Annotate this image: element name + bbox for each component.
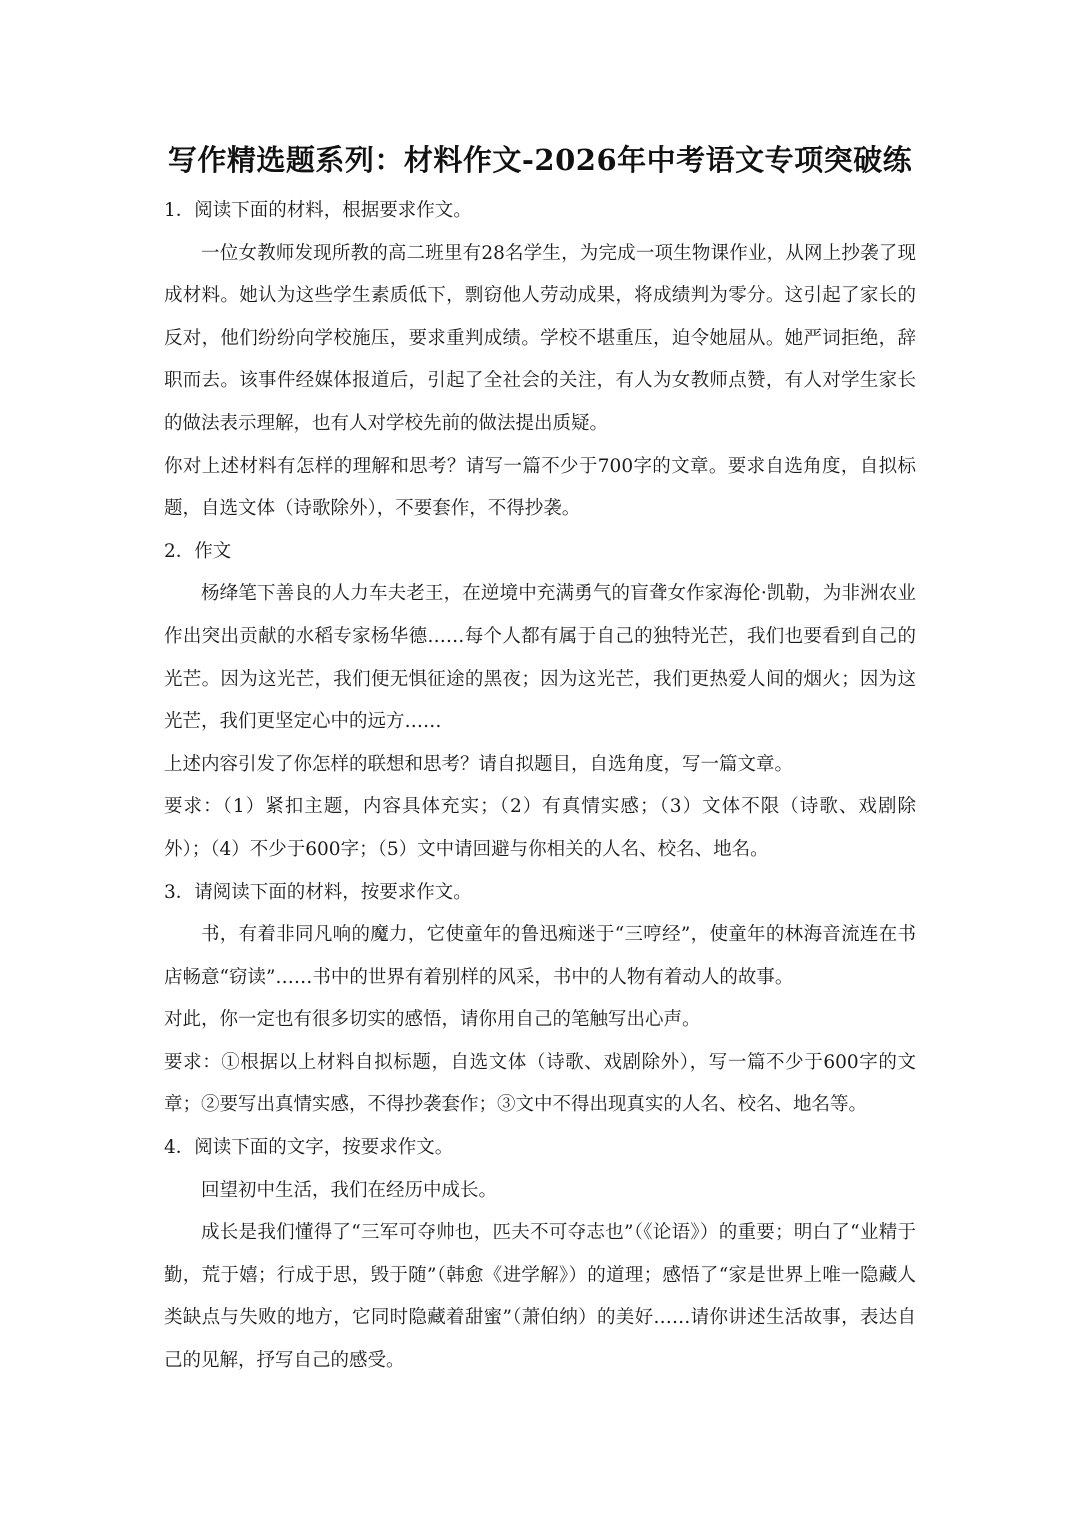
question-3-prompt: 对此，你一定也有很多切实的感悟，请你用自己的笔触写出心声。 [164,1009,701,1031]
question-1-material: 一位女教师发现所教的高二班里有28名学生，为完成一项生物课作业，从网上抄袭了现成材料。她认为这些学生素质低下，剽窃他人劳动成果，将成绩判为零分。这引起了家长的反对，他们纷纷向学校施压，要求重判成绩。学校不堪重压，迫令她屈从。她严词拒绝，辞职而去。该事件经媒体报道后，引起了全社会的关注，有人为女教师点赞，有人对学生家长的做法表示理解，也有人对学校先前的做法提出质疑。 [164,242,916,434]
question-2-requirements: 要求：（1）紧扣主题，内容具体充实；（2）有真情实感；（3）文体不限（诗歌、戏剧除外）；（4）不少于600字；（5）文中请回避与你相关的人名、校名、地名。 [164,796,916,860]
question-1-prompt: 你对上述材料有怎样的理解和思考？请写一篇不少于700字的文章。要求自选角度，自拟标题，自选文体（诗歌除外），不要套作，不得抄袭。 [164,455,916,520]
question-3-requirements: 要求：①根据以上材料自拟标题，自选文体（诗歌、戏剧除外），写一篇不少于600字的文章；②要写出真情实感，不得抄袭套作；③文中不得出现真实的人名、校名、地名等。 [164,1051,916,1116]
question-3-material: 书，有着非同凡响的魔力，它使童年的鲁迅痴迷于“三哼经”，使童年的林海音流连在书店畅意“窃读”……书中的世界有着别样的风采，书中的人物有着动人的故事。 [164,924,916,988]
question-4-material: 成长是我们懂得了“三军可夺帅也，匹夫不可夺志也”（《论语》）的重要；明白了“业精于勤，荒于嬉；行成于思，毁于随”（韩愈《进学解》）的道理；感悟了“家是世界上唯一隐藏人类缺点与失败的地方，它同时隐藏着甜蜜”（萧伯纳）的美好……请你讲述生活故事，表达自己的见解，抒写自己的感受。 [164,1222,916,1372]
question-1-heading: 1．阅读下面的材料，根据要求作文。 [164,200,472,221]
question-2-material: 杨绛笔下善良的人力车夫老王，在逆境中充满勇气的盲聋女作家海伦·凯勒，为非洲农业作出突出贡献的水稻专家杨华德……每个人都有属于自己的独特光芒，我们也要看到自己的光芒。因为这光芒，我们便无惧征途的黑夜；因为这光芒，我们更热爱人间的烟火；因为这光芒，我们更坚定心中的远方…… [164,583,916,733]
question-2-prompt: 上述内容引发了你怎样的联想和思考？请自拟题目，自选角度，写一篇文章。 [164,753,794,775]
question-3-heading: 3．请阅读下面的材料，按要求作文。 [164,881,472,903]
document-title: 写作精选题系列：材料作文-2026年中考语文专项突破练 [167,143,913,177]
question-4-material-intro: 回望初中生活，我们在经历中成长。 [201,1179,498,1201]
question-4-heading: 4．阅读下面的文字，按要求作文。 [164,1137,454,1159]
document-body [164,190,916,1383]
question-2-heading: 2．作文 [164,540,232,562]
